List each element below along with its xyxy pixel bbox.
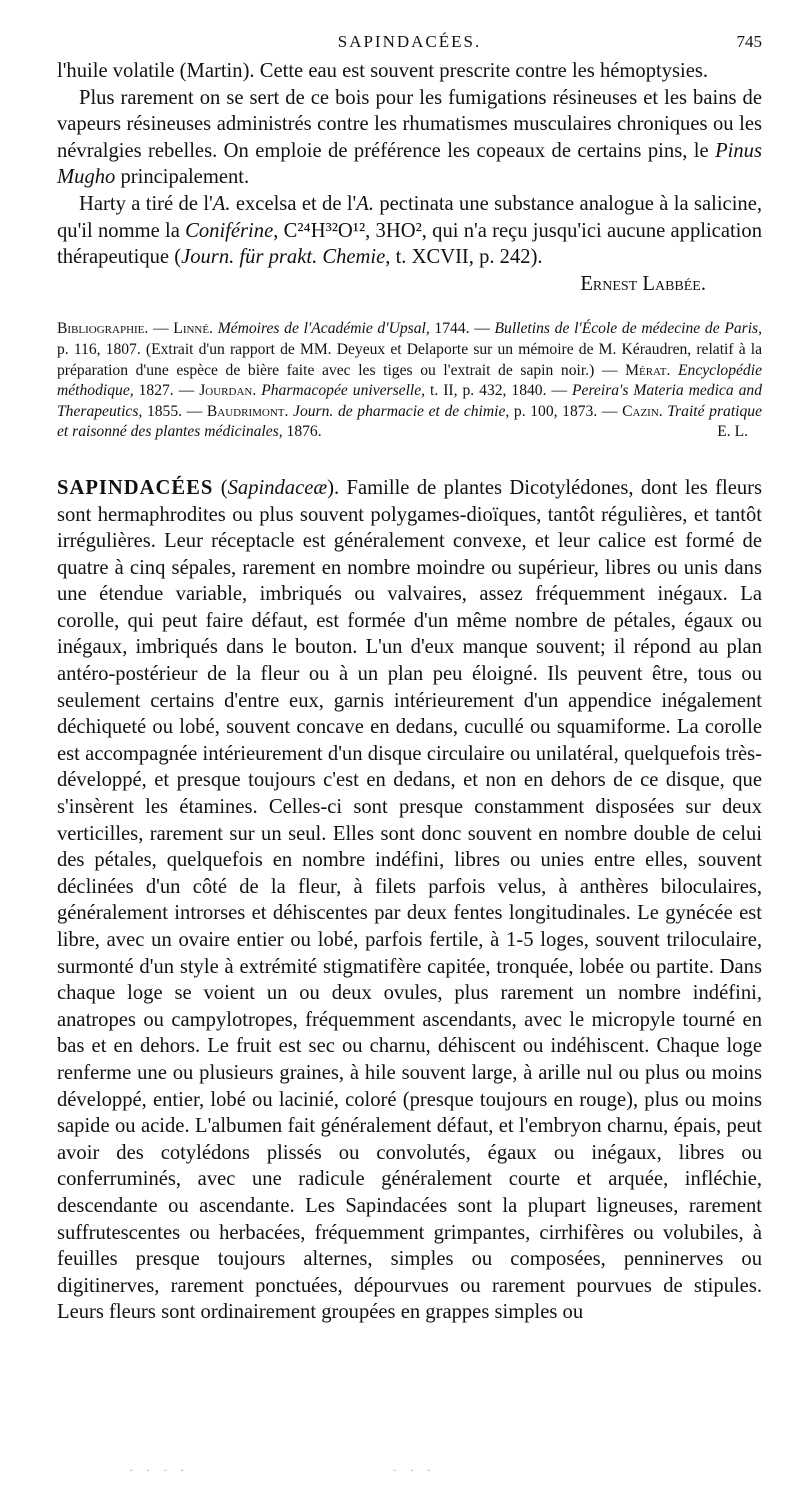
journal-title: Journ. für prakt. Chemie — [181, 246, 386, 269]
book-page — [57, 30, 762, 1347]
entry-headword: SAPINDACÉES — [57, 476, 214, 499]
entry-body: Famille de plantes Dicotylédones, dont les fleurs sont hermaphrodites ou plus souvent polygames-dioïques, tantôt régulières, et tantôt irrégulières. Leur réceptacle est généralement convexe, et leur calice est formé de quatre à cinq sépales, rarement en nombre moindre ou supérieur, libres ou unis dans une étendue variable, imbriqués ou valvaires, assez fréquemment inégaux. La corolle, qui peut faire défaut, est formée d'un même nombre de pétales, égaux ou inégaux, imbriqués dans le bouton. L'un d'eux manque souvent; il répond au plan antéro-postérieur de la fleur ou à un plan peu éloigné. Ils peuvent être, tous ou seulement certains d'entre eux, garnis intérieurement d'un appendice inégalement déchiqueté ou lobé, souvent concave en dedans, cucullé ou squamiforme. La corolle est accompagnée intérieurement d'un disque circulaire ou unilatéral, quelquefois très-développé, et presque toujours c'est en dedans, et non en dehors de ce disque, que s'insèrent les étamines. Celles-ci sont presque constamment disposées sur deux verticilles, rarement sur un seul. Elles sont donc souvent en nombre double de celui des pétales, quelquefois en nombre indéfini, libres ou unies entre elles, souvent déclinées d'un côté de la fleur, à filets parfois velus, à anthères biloculaires, généralement introrses et déhiscentes par deux fentes longitudinales. Le gynécée est libre, avec un ovaire entier ou lobé, parfois fertile, à 1-5 loges, souvent triloculaire, surmonté d'un style à extrémité stigmatifère capitée, tronquée, lobée ou partite. Dans chaque loge se voient un ou deux ovules, plus rarement un nombre indéfini, anatropes ou campylotropes, fréquemment ascendants, avec le micropyle tourné en bas et en dehors. Le fruit est sec ou charnu, déhiscent ou indéhiscent. Chaque loge renferme une ou plusieurs graines, à hile souvent large, à arille nul ou plus ou moins développé, entier, lobé ou lacinié, coloré (presque toujours en rouge), plus ou moins sapide ou acide. L'albumen fait généralement défaut, et l'embryon charnu, épais, peut avoir des cotylédons plissés ou convolutés, égaux ou inégaux, libres ou conferruminés, avec une radicule généralement courte et arquée, infléchie, descendante ou ascendante. Les Sapindacées sont la plupart ligneuses, rarement suffrutescentes ou herbacées, fréquemment grimpantes, cirrhifères ou volubiles, à feuilles presque toujours alternes, simples ou composées, penninerves ou digitinerves, rarement ponctuées, dépourvues ou rarement pourvues de stipules. Leurs fleurs sont ordinairement groupées en grappes simples ou — [57, 476, 763, 1324]
entry-paragraph: SAPINDACÉES (Sapindaceæ). Famille de plantes Dicotylédones, dont les fleurs sont hermaphrodites ou plus souvent polygames-dioïques, tantôt régulières, et tantôt irrégulières. Leur réceptacle est généralement convexe, et leur calice est formé de quatre à cinq sépales, rarement en nombre moindre ou supérieur, libres ou unis dans une étendue variable, imbriqués ou valvaires, assez fréquemment inégaux. La corolle, qui peut faire défaut, est formée d'un même nombre de pétales, égaux ou inégaux, imbriqués dans le bouton. L'un d'eux manque souvent; il répond au plan antéro-postérieur de la fleur ou à un plan peu éloigné. Ils peuvent être, tous ou seulement certains d'entre eux, garnis intérieurement d'un appendice inégalement déchiqueté ou lobé, souvent concave en dedans, cucullé ou squamiforme. La corolle est accompagnée intérieurement d'un disque circulaire ou unilatéral, quelquefois très-développé, et presque toujours c'est en dedans, et non en dehors de ce disque, que s'insèrent les étamines. Celles-ci sont presque constamment disposées sur deux verticilles, rarement sur un seul. Elles sont donc souvent en nombre double de celui des pétales, quelquefois en nombre indéfini, libres ou unies entre elles, souvent déclinées d'un côté de la fleur, à filets parfois velus, à anthères biloculaires, généralement introrses et déhiscentes par deux fentes longitudinales. Le gynécée est libre, avec un ovaire entier ou lobé, parfois fertile, à 1-5 loges, souvent triloculaire, surmonté d'un style à extrémité stigmatifère capitée, tronquée, lobée ou partite. Dans chaque loge se voient un ou deux ovules, plus rarement un nombre indéfini, anatropes ou campylotropes, fréquemment ascendants, avec le micropyle tourné en bas et en dehors. Le fruit est sec ou charnu, déhiscent ou indéhiscent. Chaque loge renferme une ou plusieurs graines, à hile souvent large, à arille nul ou plus ou moins développé, entier, lobé ou lacinié, coloré (presque toujours en rouge), plus ou moins sapide ou acide. L'albumen fait généralement défaut, et l'embryon charnu, épais, peut avoir des cotylédons plissés ou convolutés, égaux ou inégaux, libres ou conferruminés, avec une radicule généralement courte et arquée, infléchie, descendante ou ascendante. Les Sapindacées sont la plupart ligneuses, rarement suffrutescentes ou herbacées, fréquemment grimpantes, cirrhifères ou volubiles, à feuilles presque toujours alternes, simples ou composées, penninerves ou digitinerves, rarement ponctuées, dépourvues ou rarement pourvues de stipules. Leurs fleurs sont ordinairement groupées en grappes simples ou — [57, 476, 763, 1324]
author-signature: Ernest Labbée. — [580, 272, 706, 295]
entry-sapindacees — [57, 475, 762, 1326]
print-artifact-marks: . . . . . . . — [130, 1463, 436, 1474]
paragraph-fumigations: Plus rarement on se sert de ce bois pour les fumigations résineuses et les bains de vapeurs résineuses administrés contre les rhumatismes musculaires chroniques ou les névralgies rebelles. On emploie de préférence les copeaux de certains pins, le Pinus Mugho principalement. — [57, 86, 762, 189]
bibliography-label: Bibliographie. — [57, 320, 149, 338]
species-name: Pinus Mugho — [57, 139, 762, 189]
bibliography-initials: E. L. — [717, 423, 748, 441]
substance-name: Coniférine — [185, 219, 274, 242]
paragraph-hemoptysies: l'huile volatile (Martin). Cette eau est souvent prescrite contre les hémoptysies. — [57, 60, 709, 82]
running-title: SAPINDACÉES. — [337, 32, 482, 51]
paragraph-coniferine: Harty a tiré de l'A. excelsa et de l'A. pectinata une substance analogue à la salicine, qu'il nomme la Coniférine, C²⁴H³²O¹², 3HO², qui n'a reçu jusqu'ici aucune application thérapeutique (Journ. für prakt. Chemie, t. XCVII, p. 242). — [57, 192, 763, 269]
previous-article-ending — [57, 58, 762, 297]
running-header — [57, 30, 762, 58]
page-number: 745 — [736, 32, 762, 51]
bibliography: Bibliographie. — Linné. Mémoires de l'Académie d'Upsal, 1744. — Bulletins de l'École de médecine de Paris, p. 116, 1807. (Extrait d'un rapport de MM. Deyeux et Delaporte sur un mémoire de M. Kéraudren, relatif à la préparation d'une espèce de bière faite avec les tiges ou l'extrait de sapin noir.) — Mérat. Encyclopédie méthodique, 1827. — Jourdan. Pharmacopée universelle, t. II, p. 432, 1840. — Pereira's Materia medica and Therapeutics, 1855. — Baudrimont. Journ. de pharmacie et de chimie, p. 100, 1873. — Cazin. Traité pratique et raisonné des plantes médicinales, 1876. E. L. — [57, 319, 762, 443]
entry-latin-name: Sapindaceæ — [227, 476, 328, 499]
